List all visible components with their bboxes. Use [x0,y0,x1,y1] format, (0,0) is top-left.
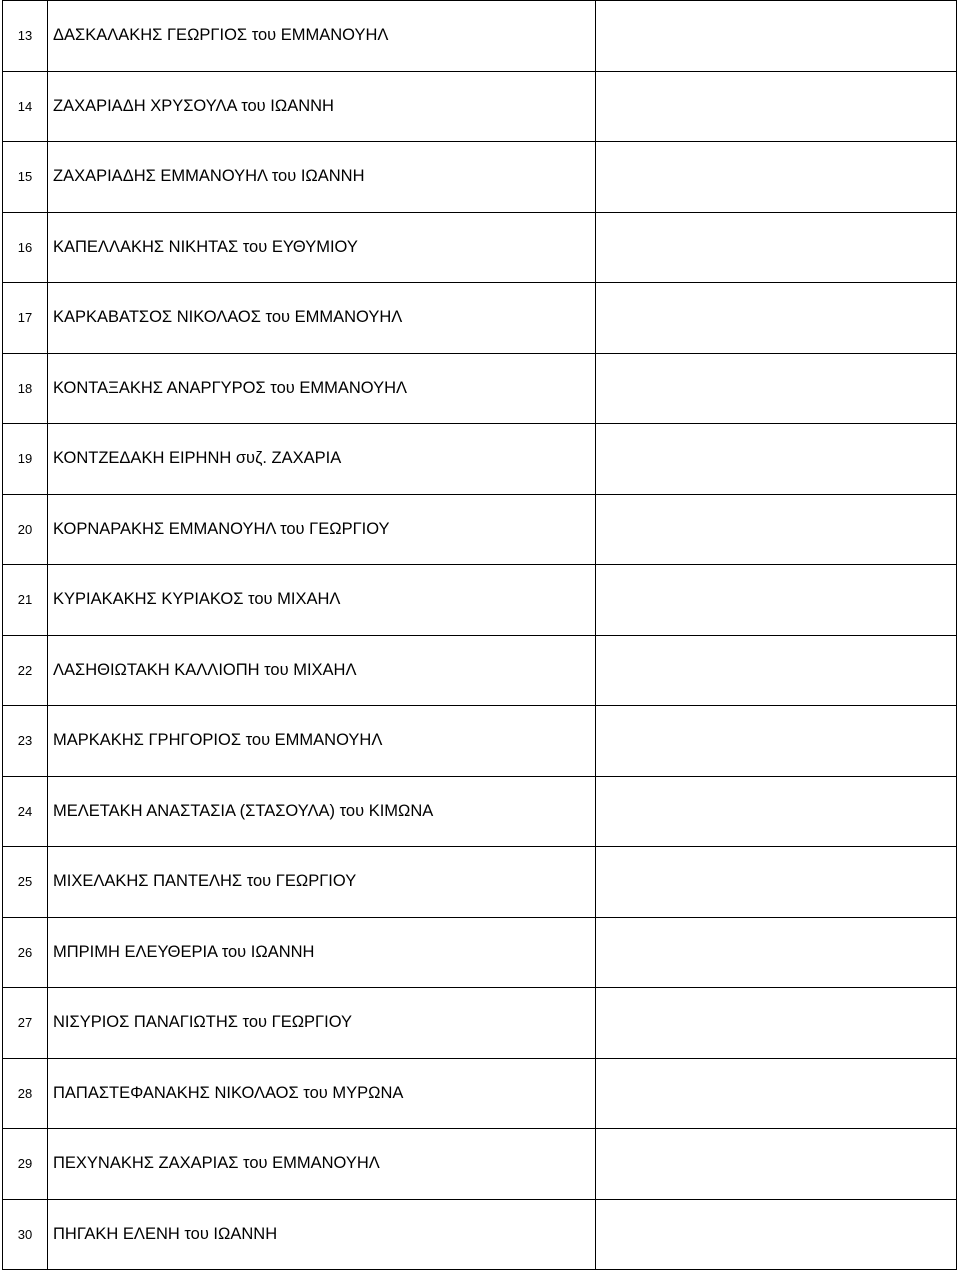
table-row [3,1199,957,1270]
table-row [3,353,957,424]
row-name: ΚΟΝΤΖΕΔΑΚΗ ΕΙΡΗΝΗ συζ. ΖΑΧΑΡΙΑ [48,424,596,495]
table-row [3,142,957,213]
table-row [3,283,957,354]
blank-cell [596,212,957,283]
row-name: ΜΠΡΙΜΗ ΕΛΕΥΘΕΡΙΑ του ΙΩΑΝΝΗ [48,917,596,988]
row-name: ΚΥΡΙΑΚΑΚΗΣ ΚΥΡΙΑΚΟΣ του ΜΙΧΑΗΛ [48,565,596,636]
blank-cell [596,565,957,636]
row-number: 21 [3,565,48,636]
row-number: 28 [3,1058,48,1129]
table-row [3,917,957,988]
row-name: ΠΑΠΑΣΤΕΦΑΝΑΚΗΣ ΝΙΚΟΛΑΟΣ του ΜΥΡΩΝΑ [48,1058,596,1129]
row-name: ΚΑΡΚΑΒΑΤΣΟΣ ΝΙΚΟΛΑΟΣ του ΕΜΜΑΝΟΥΗΛ [48,283,596,354]
row-name: ΚΑΠΕΛΛΑΚΗΣ ΝΙΚΗΤΑΣ του ΕΥΘΥΜΙΟΥ [48,212,596,283]
blank-cell [596,142,957,213]
row-name: ΚΟΝΤΑΞΑΚΗΣ ΑΝΑΡΓΥΡΟΣ του ΕΜΜΑΝΟΥΗΛ [48,353,596,424]
blank-cell [596,71,957,142]
blank-cell [596,776,957,847]
row-name: ΠΗΓΑΚΗ ΕΛΕΝΗ του ΙΩΑΝΝΗ [48,1199,596,1270]
row-number: 29 [3,1129,48,1200]
blank-cell [596,1,957,72]
blank-cell [596,1058,957,1129]
row-number: 20 [3,494,48,565]
table-row [3,71,957,142]
table-row [3,565,957,636]
table-row [3,1129,957,1200]
table-row [3,847,957,918]
row-number: 18 [3,353,48,424]
table-row [3,494,957,565]
blank-cell [596,353,957,424]
row-number: 24 [3,776,48,847]
row-name: ΖΑΧΑΡΙΑΔΗΣ ΕΜΜΑΝΟΥΗΛ του ΙΩΑΝΝΗ [48,142,596,213]
row-number: 22 [3,635,48,706]
blank-cell [596,283,957,354]
names-table [2,0,957,1270]
row-number: 14 [3,71,48,142]
row-number: 15 [3,142,48,213]
row-name: ΜΙΧΕΛΑΚΗΣ ΠΑΝΤΕΛΗΣ του ΓΕΩΡΓΙΟΥ [48,847,596,918]
row-name: ΔΑΣΚΑΛΑΚΗΣ ΓΕΩΡΓΙΟΣ του ΕΜΜΑΝΟΥΗΛ [48,1,596,72]
row-number: 25 [3,847,48,918]
row-number: 17 [3,283,48,354]
row-name: ΠΕΧΥΝΑΚΗΣ ΖΑΧΑΡΙΑΣ του ΕΜΜΑΝΟΥΗΛ [48,1129,596,1200]
blank-cell [596,635,957,706]
table-row [3,776,957,847]
row-number: 23 [3,706,48,777]
blank-cell [596,917,957,988]
table-row [3,988,957,1059]
table-row [3,1,957,72]
row-number: 30 [3,1199,48,1270]
table-row [3,706,957,777]
blank-cell [596,988,957,1059]
row-name: ΜΕΛΕΤΑΚΗ ΑΝΑΣΤΑΣΙΑ (ΣΤΑΣΟΥΛΑ) του ΚΙΜΩΝΑ [48,776,596,847]
row-name: ΛΑΣΗΘΙΩΤΑΚΗ ΚΑΛΛΙΟΠΗ του ΜΙΧΑΗΛ [48,635,596,706]
row-number: 19 [3,424,48,495]
row-number: 27 [3,988,48,1059]
row-number: 16 [3,212,48,283]
table-row [3,1058,957,1129]
row-name: ΝΙΣΥΡΙΟΣ ΠΑΝΑΓΙΩΤΗΣ του ΓΕΩΡΓΙΟΥ [48,988,596,1059]
row-name: ΜΑΡΚΑΚΗΣ ΓΡΗΓΟΡΙΟΣ του ΕΜΜΑΝΟΥΗΛ [48,706,596,777]
blank-cell [596,424,957,495]
table-row [3,635,957,706]
row-name: ΚΟΡΝΑΡΑΚΗΣ ΕΜΜΑΝΟΥΗΛ του ΓΕΩΡΓΙΟΥ [48,494,596,565]
blank-cell [596,706,957,777]
blank-cell [596,1199,957,1270]
table-row [3,424,957,495]
row-number: 13 [3,1,48,72]
blank-cell [596,847,957,918]
row-number: 26 [3,917,48,988]
blank-cell [596,1129,957,1200]
blank-cell [596,494,957,565]
table-row [3,212,957,283]
row-name: ΖΑΧΑΡΙΑΔΗ ΧΡΥΣΟΥΛΑ του ΙΩΑΝΝΗ [48,71,596,142]
